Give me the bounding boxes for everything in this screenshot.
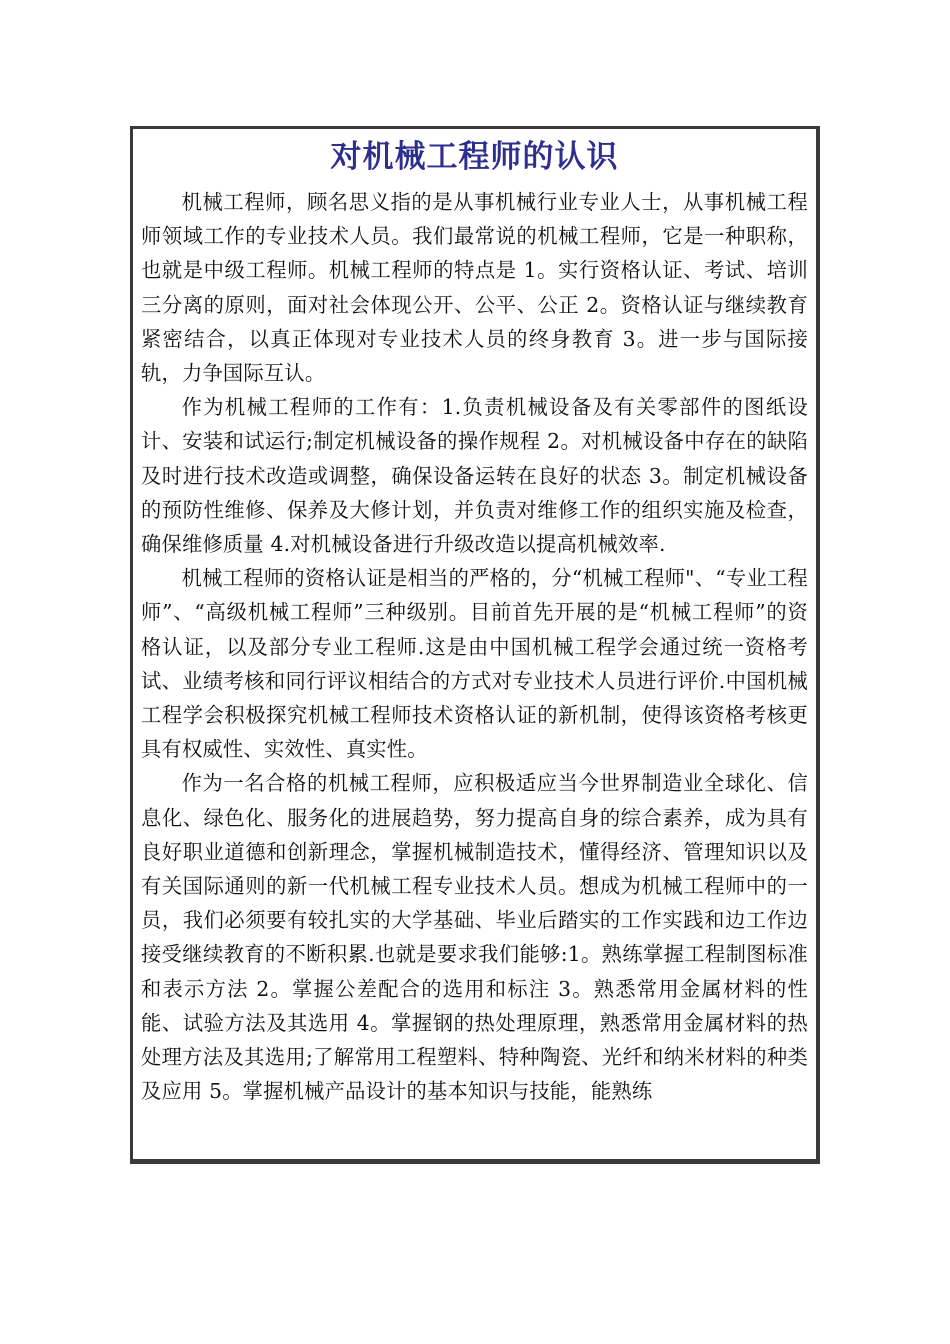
document-title: 对机械工程师的认识 xyxy=(330,139,619,175)
paragraph-certification: 机械工程师的资格认证是相当的严格的，分“机械工程师"、“专业工程师”、“高级机械工程师”三种级别。目前首先开展的是“机械工程师”的资格认证，以及部分专业工程师.这是由中国机械工程学会通过统一资格考试、业绩考核和同行评议相结合的方式对专业技术人员进行评价.中国机械工程学会积极探究机械工程师技术资格认证的新机制，使得该资格考核更具有权威性、实效性、真实性。 xyxy=(141,566,808,762)
document-body xyxy=(133,185,816,1108)
paragraph-definition: 机械工程师，顾名思义指的是从事机械行业专业人士，从事机械工程师领域工作的专业技术人员。我们最常说的机械工程师，它是一种职称，也就是中级工程师。机械工程师的特点是 1。实行资格认证、考试、培训三分离的原则，面对社会体现公开、公平、公正 2。资格认证与继续教育紧密结合，以真正体现对专业技术人员的终身教育 3。进一步与国际接轨，力争国际互认。 xyxy=(141,190,808,386)
paragraph-duties: 作为机械工程师的工作有：1.负责机械设备及有关零部件的图纸设计、安装和试运行;制定机械设备的操作规程 2。对机械设备中存在的缺陷及时进行技术改造或调整，确保设备运转在良好的状态 3。制定机械设备的预防性维修、保养及大修计划，并负责对维修工作的组织实施及检查，确保维修质量 4.对机械设备进行升级改造以提高机械效率. xyxy=(141,395,808,557)
text-frame xyxy=(130,126,820,1164)
paragraph-requirements: 作为一名合格的机械工程师，应积极适应当今世界制造业全球化、信息化、绿色化、服务化的进展趋势，努力提高自身的综合素养，成为具有良好职业道德和创新理念，掌握机械制造技术，懂得经济、管理知识以及有关国际通则的新一代机械工程专业技术人员。想成为机械工程师中的一员，我们必须要有较扎实的大学基础、毕业后踏实的工作实践和边工作边接受继续教育的不断积累.也就是要求我们能够:1。熟练掌握工程制图标准和表示方法 2。掌握公差配合的选用和标注 3。熟悉常用金属材料的性能、试验方法及其选用 4。掌握钢的热处理原理，熟悉常用金属材料的热处理方法及其选用;了解常用工程塑料、特种陶瓷、光纤和纳米材料的种类及应用 5。掌握机械产品设计的基本知识与技能，能熟练 xyxy=(141,771,808,1104)
